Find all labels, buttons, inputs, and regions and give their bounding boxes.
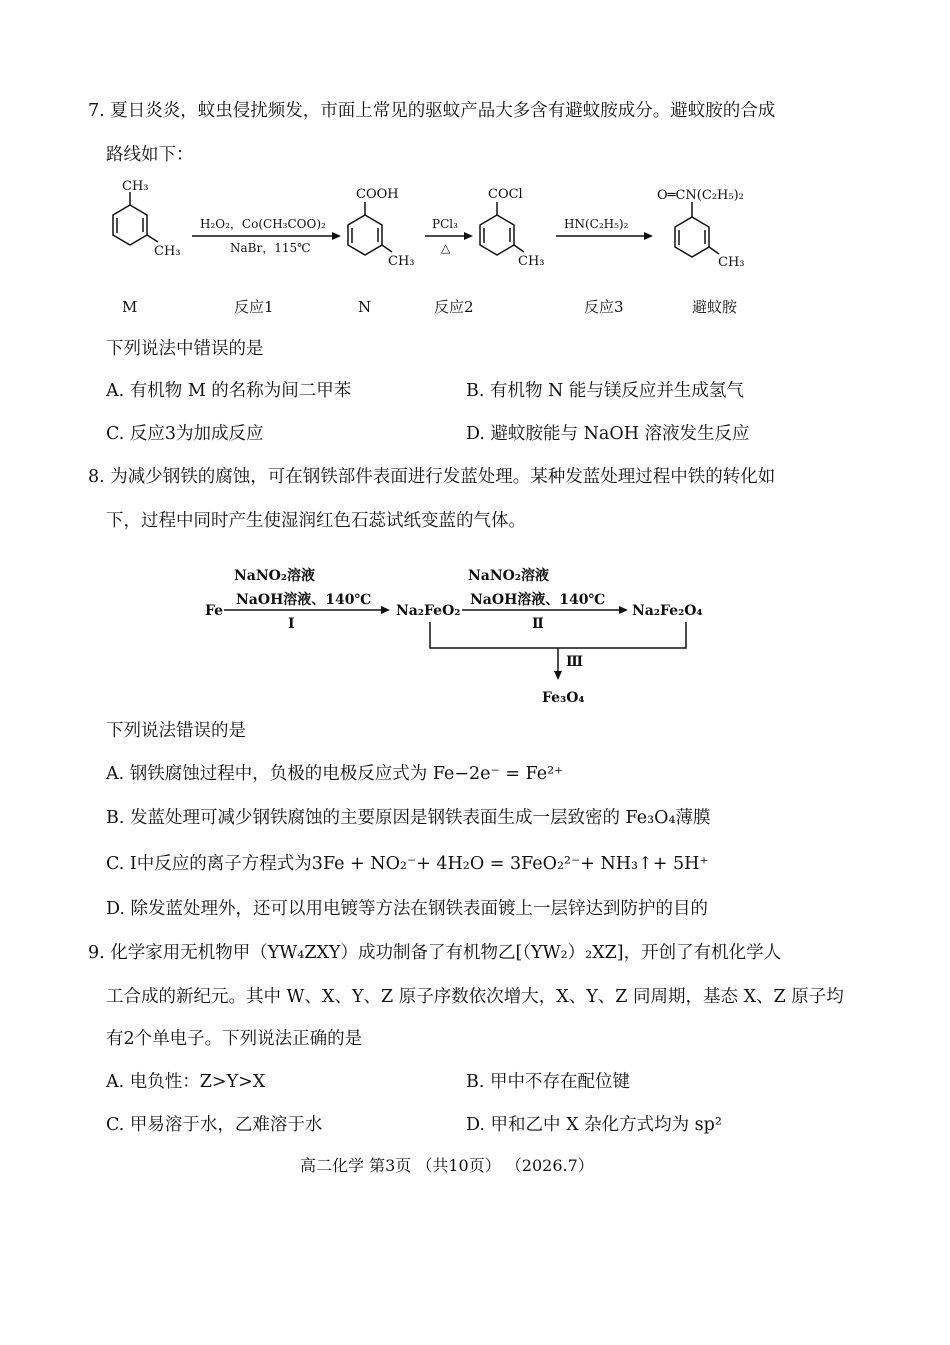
r1-conditions-bottom: NaBr，115℃ [230, 241, 311, 255]
m-benzene-ring [113, 192, 158, 245]
q8-option-d: D. 除发蓝处理外，还可以用电镀等方法在钢铁表面镀上一层锌达到防护的目的 [106, 899, 709, 919]
step1-conditions-top: NaNO₂溶液 [234, 568, 315, 584]
q8-option-c: C. Ⅰ中反应的离子方程式为3Fe + NO₂⁻+ 4H₂O = 3FeO₂²⁻+ NH₃↑+ 5H⁺ [106, 854, 709, 874]
deet-amide: O═CN(C₂H₅)₂ [657, 188, 744, 203]
deet-benzene-ring [675, 202, 719, 257]
n-label: N [358, 298, 372, 316]
cocl-benzene-ring [480, 202, 524, 255]
m-ch3-bottom: CH₃ [154, 244, 181, 259]
q9-option-a: A. 电负性：Z>Y>X [106, 1072, 266, 1092]
q9-stem-line2: 工合成的新纪元。其中 W、X、Y、Z 原子序数依次增大，X、Y、Z 同周期，基态 X、Z 原子均 [106, 987, 844, 1007]
cocl-group: COCl [488, 187, 523, 202]
q7-option-a: A. 有机物 M 的名称为间二甲苯 [106, 381, 352, 401]
step3-label: Ⅲ [566, 654, 584, 670]
q7-stem-line2: 路线如下： [106, 145, 194, 165]
n-ch3: CH₃ [388, 254, 415, 269]
q7-prompt: 下列说法中错误的是 [106, 339, 264, 359]
q7-option-b: B. 有机物 N 能与镁反应并生成氢气 [466, 381, 744, 401]
step2-label: Ⅱ [532, 616, 544, 632]
q8-stem-line1: 8. 为减少钢铁的腐蚀，可在钢铁部件表面进行发蓝处理。某种发蓝处理过程中铁的转化如 [88, 467, 776, 487]
step1-conditions-mid: NaOH溶液、140℃ [236, 592, 372, 608]
step2-conditions-mid: NaOH溶液、140℃ [470, 592, 606, 608]
q9-stem-line1: 9. 化学家用无机物甲（YW₄ZXY）成功制备了有机物乙[（YW₂）₂XZ]，开创了有机化学人 [88, 943, 782, 963]
q9-option-d: D. 甲和乙中 X 杂化方式均为 sp² [466, 1115, 722, 1135]
na2fe2o4-species: Na₂Fe₂O₄ [632, 603, 703, 619]
page-footer: 高二化学 第3页 （共10页） （2026.7） [300, 1156, 594, 1175]
reaction3-label: 反应3 [584, 298, 624, 316]
q8-option-a: A. 钢铁腐蚀过程中，负极的电极反应式为 Fe−2e⁻ = Fe²⁺ [106, 764, 564, 784]
r3-conditions-top: HN(C₂H₅)₂ [564, 217, 629, 231]
m-label: M [122, 298, 138, 316]
r2-conditions-bottom: △ [441, 241, 451, 255]
m-ch3-top: CH₃ [122, 179, 149, 194]
step1-label: Ⅰ [288, 616, 295, 632]
q8-stem-line2: 下，过程中同时产生使湿润红色石蕊试纸变蓝的气体。 [106, 511, 526, 531]
r2-conditions-top: PCl₃ [432, 217, 458, 231]
fe-species: Fe [205, 603, 224, 619]
q8-bluing-scheme [0, 560, 950, 710]
cocl-ch3: CH₃ [518, 254, 545, 269]
deet-label: 避蚊胺 [692, 298, 738, 316]
na2feo2-species: Na₂FeO₂ [396, 603, 461, 619]
fe3o4-species: Fe₃O₄ [542, 690, 585, 706]
reaction2-label: 反应2 [434, 298, 474, 316]
q9-option-c: C. 甲易溶于水，乙难溶于水 [106, 1115, 323, 1135]
n-benzene-ring [348, 202, 392, 255]
q8-option-b: B. 发蓝处理可减少钢铁腐蚀的主要原因是钢铁表面生成一层致密的 Fe₃O₄薄膜 [106, 808, 711, 828]
q7-stem-line1: 7. 夏日炎炎，蚊虫侵扰频发，市面上常见的驱蚊产品大多含有避蚊胺成分。避蚊胺的合成 [88, 101, 776, 121]
q8-prompt: 下列说法错误的是 [106, 721, 246, 741]
reaction1-label: 反应1 [234, 298, 274, 316]
q7-option-d: D. 避蚊胺能与 NaOH 溶液发生反应 [466, 424, 750, 444]
q7-synthesis-scheme [0, 180, 950, 330]
n-cooh: COOH [356, 187, 399, 202]
q9-stem-line3: 有2个单电子。下列说法正确的是 [106, 1029, 363, 1049]
q9-option-b: B. 甲中不存在配位键 [466, 1072, 630, 1092]
q7-option-c: C. 反应3为加成反应 [106, 424, 264, 444]
deet-ch3: CH₃ [718, 255, 745, 270]
step2-conditions-top: NaNO₂溶液 [468, 568, 549, 584]
r1-conditions-top: H₂O₂，Co(CH₃COO)₂ [200, 217, 326, 231]
